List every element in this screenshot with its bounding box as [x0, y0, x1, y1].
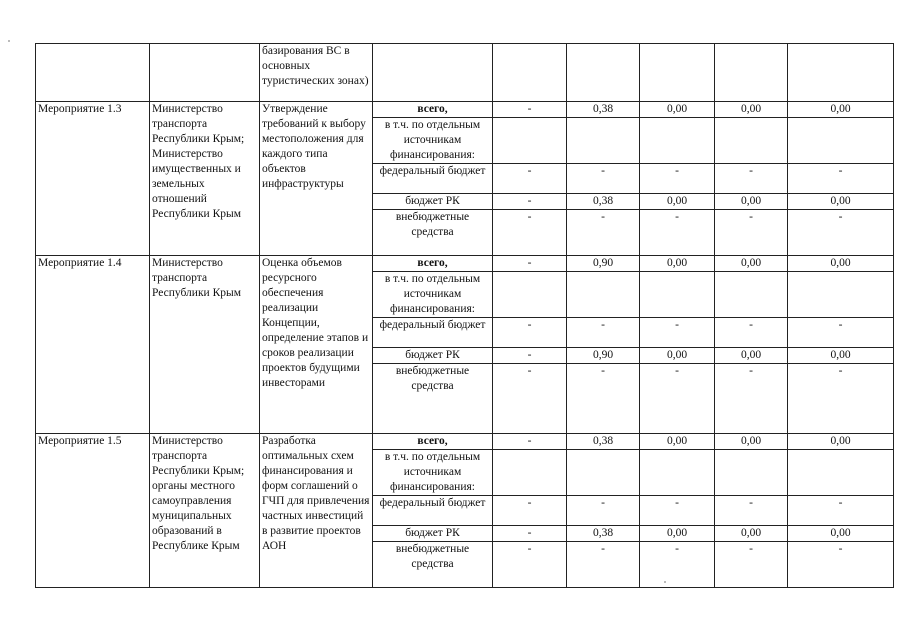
value-cell	[715, 118, 788, 164]
value-cell	[715, 450, 788, 496]
value-cell: 0,00	[788, 348, 894, 364]
value-cell	[640, 272, 715, 318]
value-cell: -	[567, 318, 640, 348]
value-cell: -	[493, 164, 567, 194]
value-cell: -	[640, 318, 715, 348]
funding-label-extra: внебюджетные средства	[373, 542, 493, 588]
value-cell	[640, 118, 715, 164]
value-cell: -	[493, 210, 567, 256]
value-cell: 0,90	[567, 348, 640, 364]
value-cell: -	[788, 318, 894, 348]
value-cell: 0,00	[640, 256, 715, 272]
value-cell: -	[715, 164, 788, 194]
table-row	[36, 256, 894, 272]
executor-cell: Министерство транспорта Республики Крым; Министерство имущественных и земельных отношений Республики Крым	[150, 102, 260, 256]
value-cell: -	[788, 164, 894, 194]
table-row-partial	[36, 44, 894, 102]
value-cell: -	[640, 496, 715, 526]
funding-label-extra: внебюджетные средства	[373, 210, 493, 256]
value-cell: 0,00	[788, 526, 894, 542]
value-cell: -	[493, 542, 567, 588]
value-cell: -	[640, 210, 715, 256]
value-cell: -	[493, 318, 567, 348]
value-cell: 0,00	[788, 434, 894, 450]
funding-label-rk: бюджет РК	[373, 348, 493, 364]
description-cell: Разработка оптимальных схем финансирования и форм соглашений о ГЧП для привлечения частных инвестиций в развитие проектов АОН	[260, 434, 373, 588]
value-cell: -	[788, 210, 894, 256]
value-cell	[788, 44, 894, 102]
value-cell: -	[567, 210, 640, 256]
funding-label-federal: федеральный бюджет	[373, 318, 493, 348]
value-cell: -	[788, 496, 894, 526]
value-cell: 0,38	[567, 102, 640, 118]
value-cell	[493, 450, 567, 496]
funding-label-rk: бюджет РК	[373, 526, 493, 542]
funding-label-federal: федеральный бюджет	[373, 164, 493, 194]
funding-label-sources: в т.ч. по отдельным источникам финансирования:	[373, 118, 493, 164]
funding-label-sources: в т.ч. по отдельным источникам финансирования:	[373, 450, 493, 496]
measure-id-cell	[36, 44, 150, 102]
value-cell: 0,00	[715, 348, 788, 364]
funding-label-extra: внебюджетные средства	[373, 364, 493, 434]
value-cell	[788, 450, 894, 496]
executor-cell	[150, 44, 260, 102]
value-cell: -	[640, 542, 715, 588]
value-cell: -	[715, 496, 788, 526]
description-cell: Оценка объемов ресурсного обеспечения реализации Концепции, определение этапов и сроков реализации проектов будущими инвесторами	[260, 256, 373, 434]
value-cell: -	[640, 164, 715, 194]
value-cell: -	[493, 348, 567, 364]
value-cell: -	[493, 256, 567, 272]
value-cell: 0,00	[640, 526, 715, 542]
value-cell: 0,00	[715, 256, 788, 272]
scan-speck	[8, 40, 10, 42]
value-cell: 0,00	[715, 434, 788, 450]
table-row	[36, 102, 894, 118]
value-cell: -	[567, 164, 640, 194]
value-cell: 0,38	[567, 526, 640, 542]
value-cell: -	[715, 210, 788, 256]
value-cell	[715, 272, 788, 318]
executor-cell: Министерство транспорта Республики Крым; органы местного самоуправления муниципальных образований в Республике Крым	[150, 434, 260, 588]
value-cell	[567, 118, 640, 164]
value-cell	[493, 272, 567, 318]
value-cell: -	[493, 364, 567, 434]
value-cell: 0,00	[715, 526, 788, 542]
value-cell: -	[640, 364, 715, 434]
value-cell: 0,00	[788, 102, 894, 118]
value-cell: 0,38	[567, 194, 640, 210]
funding-label-total: всего,	[373, 434, 493, 450]
value-cell	[788, 272, 894, 318]
funding-label-total: всего,	[373, 256, 493, 272]
value-cell: -	[493, 526, 567, 542]
value-cell: -	[715, 318, 788, 348]
value-cell	[640, 44, 715, 102]
value-cell	[567, 44, 640, 102]
funding-label-total: всего,	[373, 102, 493, 118]
value-cell: -	[493, 434, 567, 450]
value-cell: -	[567, 496, 640, 526]
value-cell: 0,38	[567, 434, 640, 450]
funding-label-rk: бюджет РК	[373, 194, 493, 210]
value-cell	[493, 44, 567, 102]
value-cell: 0,00	[788, 256, 894, 272]
value-cell: 0,00	[640, 194, 715, 210]
value-cell: 0,90	[567, 256, 640, 272]
value-cell: -	[493, 496, 567, 526]
funding-label-cell	[373, 44, 493, 102]
description-cell: Утверждение требований к выбору местоположения для каждого типа объектов инфраструктуры	[260, 102, 373, 256]
value-cell: 0,00	[715, 102, 788, 118]
value-cell: 0,00	[788, 194, 894, 210]
value-cell: -	[788, 542, 894, 588]
value-cell	[788, 118, 894, 164]
value-cell: 0,00	[640, 102, 715, 118]
financing-table-body	[36, 44, 894, 588]
value-cell	[567, 450, 640, 496]
value-cell: -	[567, 364, 640, 434]
value-cell	[493, 118, 567, 164]
value-cell: -	[715, 364, 788, 434]
funding-label-sources: в т.ч. по отдельным источникам финансирования:	[373, 272, 493, 318]
executor-cell: Министерство транспорта Республики Крым	[150, 256, 260, 434]
measure-id-cell: Мероприятие 1.5	[36, 434, 150, 588]
measure-id-cell: Мероприятие 1.4	[36, 256, 150, 434]
table-row	[36, 434, 894, 450]
value-cell: 0,00	[640, 434, 715, 450]
value-cell	[567, 272, 640, 318]
value-cell	[640, 450, 715, 496]
value-cell: -	[715, 542, 788, 588]
value-cell: -	[788, 364, 894, 434]
funding-label-federal: федеральный бюджет	[373, 496, 493, 526]
description-cell: базирования ВС в основных туристических зонах)	[260, 44, 373, 102]
value-cell: -	[493, 194, 567, 210]
value-cell: 0,00	[640, 348, 715, 364]
value-cell: -	[493, 102, 567, 118]
financing-table	[35, 43, 894, 588]
value-cell: 0,00	[715, 194, 788, 210]
value-cell: -	[567, 542, 640, 588]
value-cell	[715, 44, 788, 102]
measure-id-cell: Мероприятие 1.3	[36, 102, 150, 256]
